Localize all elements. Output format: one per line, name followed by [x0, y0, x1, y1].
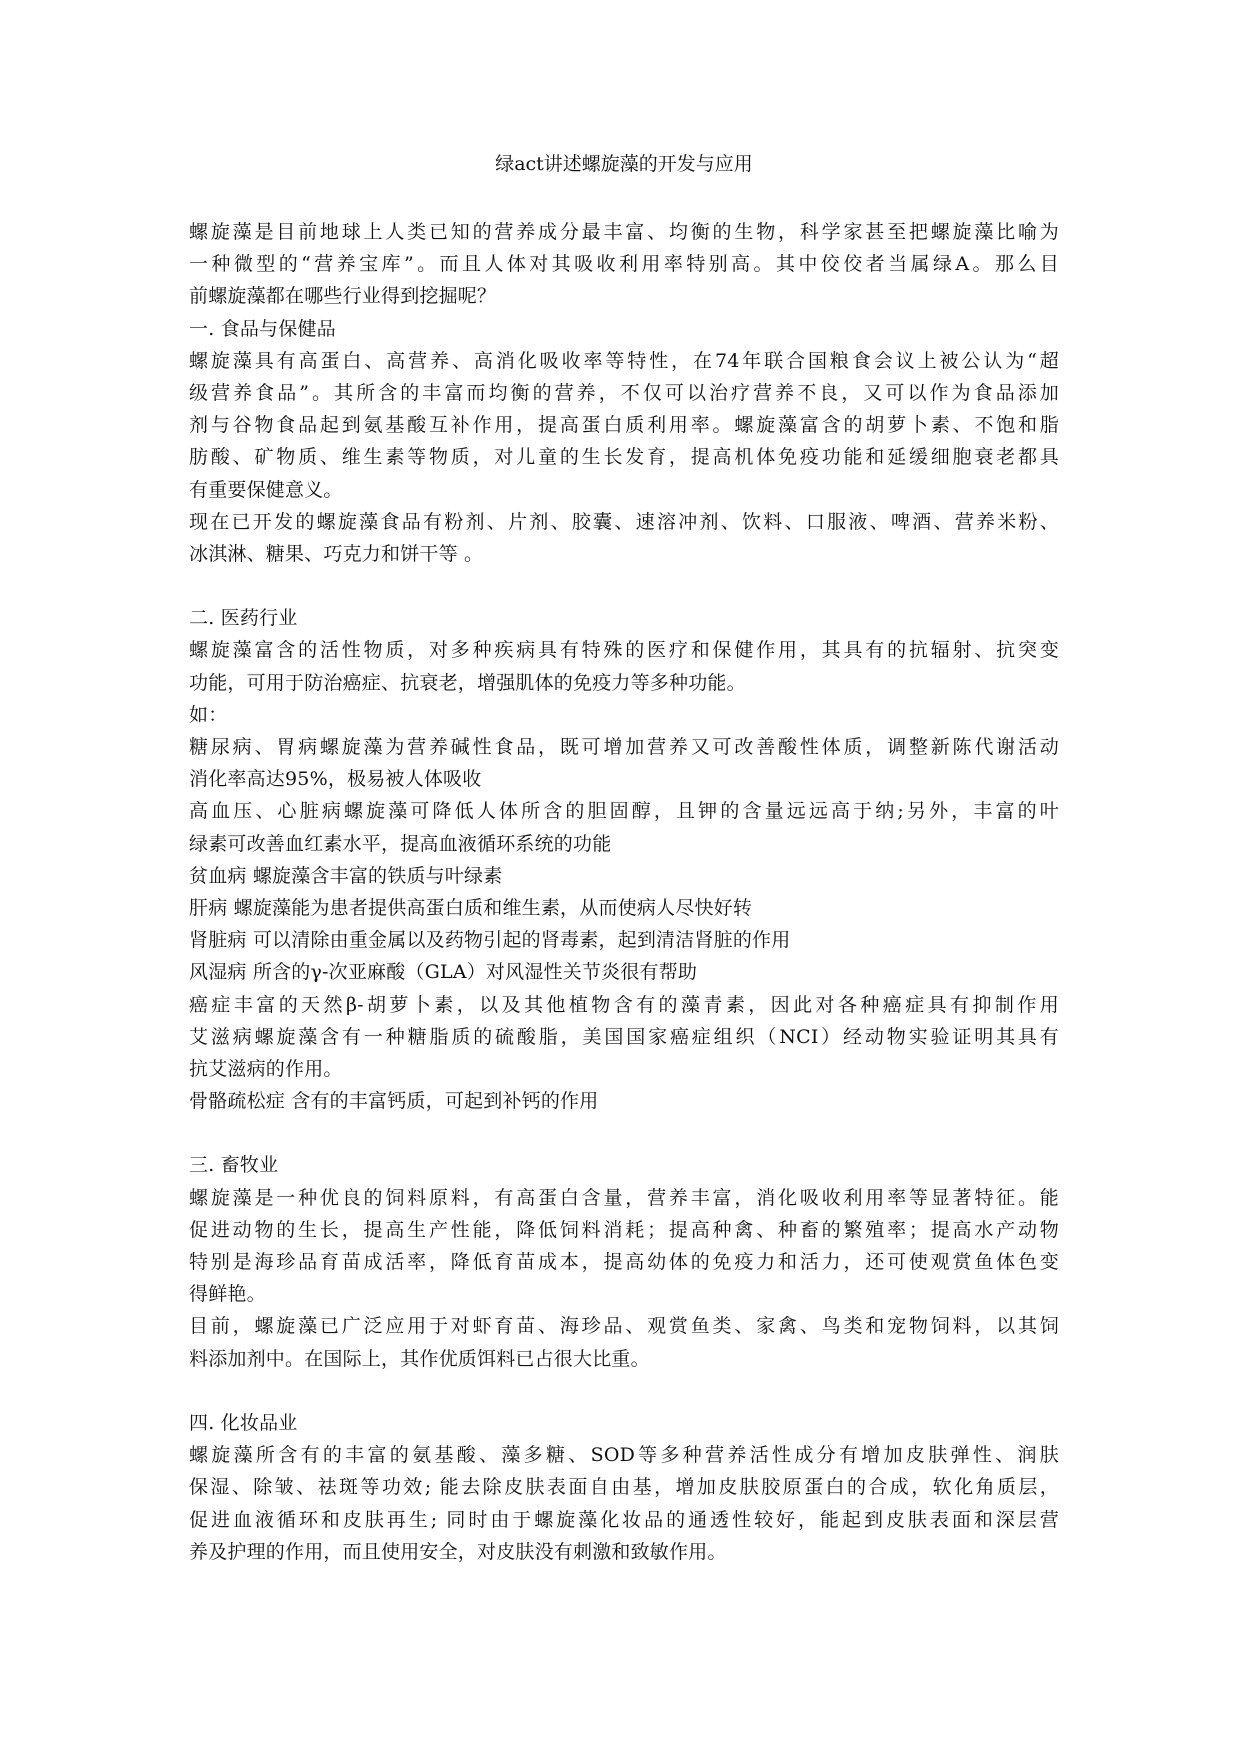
paragraph-line: 骨骼疏松症 含有的丰富钙质，可起到补钙的作用: [189, 1090, 599, 1113]
paragraph-line: 促进动物的生长，提高生产性能，降低饲料消耗；提高种禽、种畜的繁殖率；提高水产动物: [189, 1218, 1059, 1241]
paragraph-line: 贫血病 螺旋藻含丰富的铁质与叶绿素: [189, 864, 503, 887]
paragraph-line: 风湿病 所含的γ-次亚麻酸（GLA）对风湿性关节炎很有帮助: [189, 961, 698, 984]
paragraph-line: 螺旋藻所含有的丰富的氨基酸、藻多糖、SOD等多种营养活性成分有增加皮肤弹性、润肤: [189, 1444, 1059, 1467]
paragraph-line: 促进血液循环和皮肤再生; 同时由于螺旋藻化妆品的通透性较好，能起到皮肤表面和深层营: [189, 1508, 1059, 1531]
intro-line: 螺旋藻是目前地球上人类已知的营养成分最丰富、均衡的生物，科学家甚至把螺旋藻比喻为: [189, 221, 1059, 243]
paragraph-line: 肾脏病 可以清除由重金属以及药物引起的肾毒素，起到清洁肾脏的作用: [189, 929, 791, 952]
document-body: [189, 216, 1059, 1568]
paragraph-line: 目前，螺旋藻已广泛应用于对虾育苗、海珍品、观赏鱼类、家禽、鸟类和宠物饲料，以其饲: [189, 1315, 1059, 1338]
paragraph-line: 保湿、除皱、祛斑等功效; 能去除皮肤表面自由基，增加皮肤胶原蛋白的合成，软化角质层，: [189, 1476, 1059, 1499]
document-title: 绿act讲述螺旋藻的开发与应用: [495, 153, 753, 175]
paragraph-line: 抗艾滋病的作用。: [189, 1057, 343, 1080]
paragraph-line: 功能，可用于防治癌症、抗衰老，增强肌体的免疫力等多种功能。: [189, 671, 746, 694]
paragraph-line: 养及护理的作用，而且使用安全，对皮肤没有刺激和致敏作用。: [189, 1540, 727, 1563]
paragraph-line: 现在已开发的螺旋藻食品有粉剂、片剂、胶囊、速溶冲剂、饮料、口服液、啤酒、营养米粉、: [189, 510, 1059, 533]
section-heading-cosmetics: 四. 化妆品业: [189, 1411, 298, 1434]
paragraph-line: 肝病 螺旋藻能为患者提供高蛋白质和维生素，从而使病人尽快好转: [189, 896, 753, 919]
paragraph-line: 螺旋藻富含的活性物质，对多种疾病具有特殊的医疗和保健作用，其具有的抗辐射、抗突变: [189, 639, 1059, 662]
paragraph-line: 料添加剂中。在国际上，其作优质饵料已占很大比重。: [189, 1347, 650, 1370]
paragraph-line: 癌症丰富的天然β-胡萝卜素，以及其他植物含有的藻青素，因此对各种癌症具有抑制作用: [189, 993, 1059, 1016]
paragraph-line: 级营养食品”。其所含的丰富而均衡的营养，不仅可以治疗营养不良，又可以作为食品添加: [189, 381, 1059, 404]
paragraph-line: 冰淇淋、糖果、巧克力和饼干等 。: [189, 542, 484, 565]
paragraph-line: 肪酸、矿物质、维生素等物质，对儿童的生长发育，提高机体免疫功能和延缓细胞衰老都具: [189, 446, 1059, 469]
paragraph-line: 艾滋病螺旋藻含有一种糖脂质的硫酸脂，美国国家癌症组织（NCI）经动物实验证明其具有: [189, 1025, 1059, 1048]
paragraph-line: 如：: [189, 703, 228, 726]
paragraph-line: 糖尿病、胃病螺旋藻为营养碱性食品，既可增加营养又可改善酸性体质，调整新陈代谢活动: [189, 736, 1059, 758]
paragraph-line: 绿素可改善血红素水平，提高血液循环系统的功能: [189, 832, 612, 855]
paragraph-line: 剂与谷物食品起到氨基酸互补作用，提高蛋白质利用率。螺旋藻富含的胡萝卜素、不饱和脂: [189, 414, 1059, 437]
section-heading-medicine: 二. 医药行业: [189, 607, 298, 630]
paragraph-line: 高血压、心脏病螺旋藻可降低人体所含的胆固醇，且钾的含量远远高于纳;另外，丰富的叶: [189, 800, 1059, 823]
paragraph-line: 螺旋藻具有高蛋白、高营养、高消化吸收率等特性，在74年联合国粮食会议上被公认为“超: [189, 349, 1059, 372]
section-heading-food: 一. 食品与保健品: [189, 317, 336, 340]
intro-line: 一种微型的“营养宝库”。而且人体对其吸收利用率特别高。其中佼佼者当属绿A。那么目: [189, 253, 1059, 276]
paragraph-line: 螺旋藻是一种优良的饲料原料，有高蛋白含量，营养丰富，消化吸收利用率等显著特征。能: [189, 1186, 1059, 1209]
paragraph-line: 得鲜艳。: [189, 1283, 266, 1306]
paragraph-line: 消化率高达95%，极易被人体吸收: [189, 768, 482, 791]
blank-line: [189, 1375, 1059, 1407]
intro-line: 前螺旋藻都在哪些行业得到挖掘呢？: [189, 285, 497, 308]
paragraph-line: 特别是海珍品育苗成活率，降低育苗成本，提高幼体的免疫力和活力，还可使观赏鱼体色变: [189, 1251, 1059, 1273]
blank-line: [189, 570, 1059, 602]
section-heading-livestock: 三. 畜牧业: [189, 1154, 279, 1177]
blank-line: [189, 1117, 1059, 1149]
paragraph-line: 有重要保健意义。: [189, 478, 343, 501]
